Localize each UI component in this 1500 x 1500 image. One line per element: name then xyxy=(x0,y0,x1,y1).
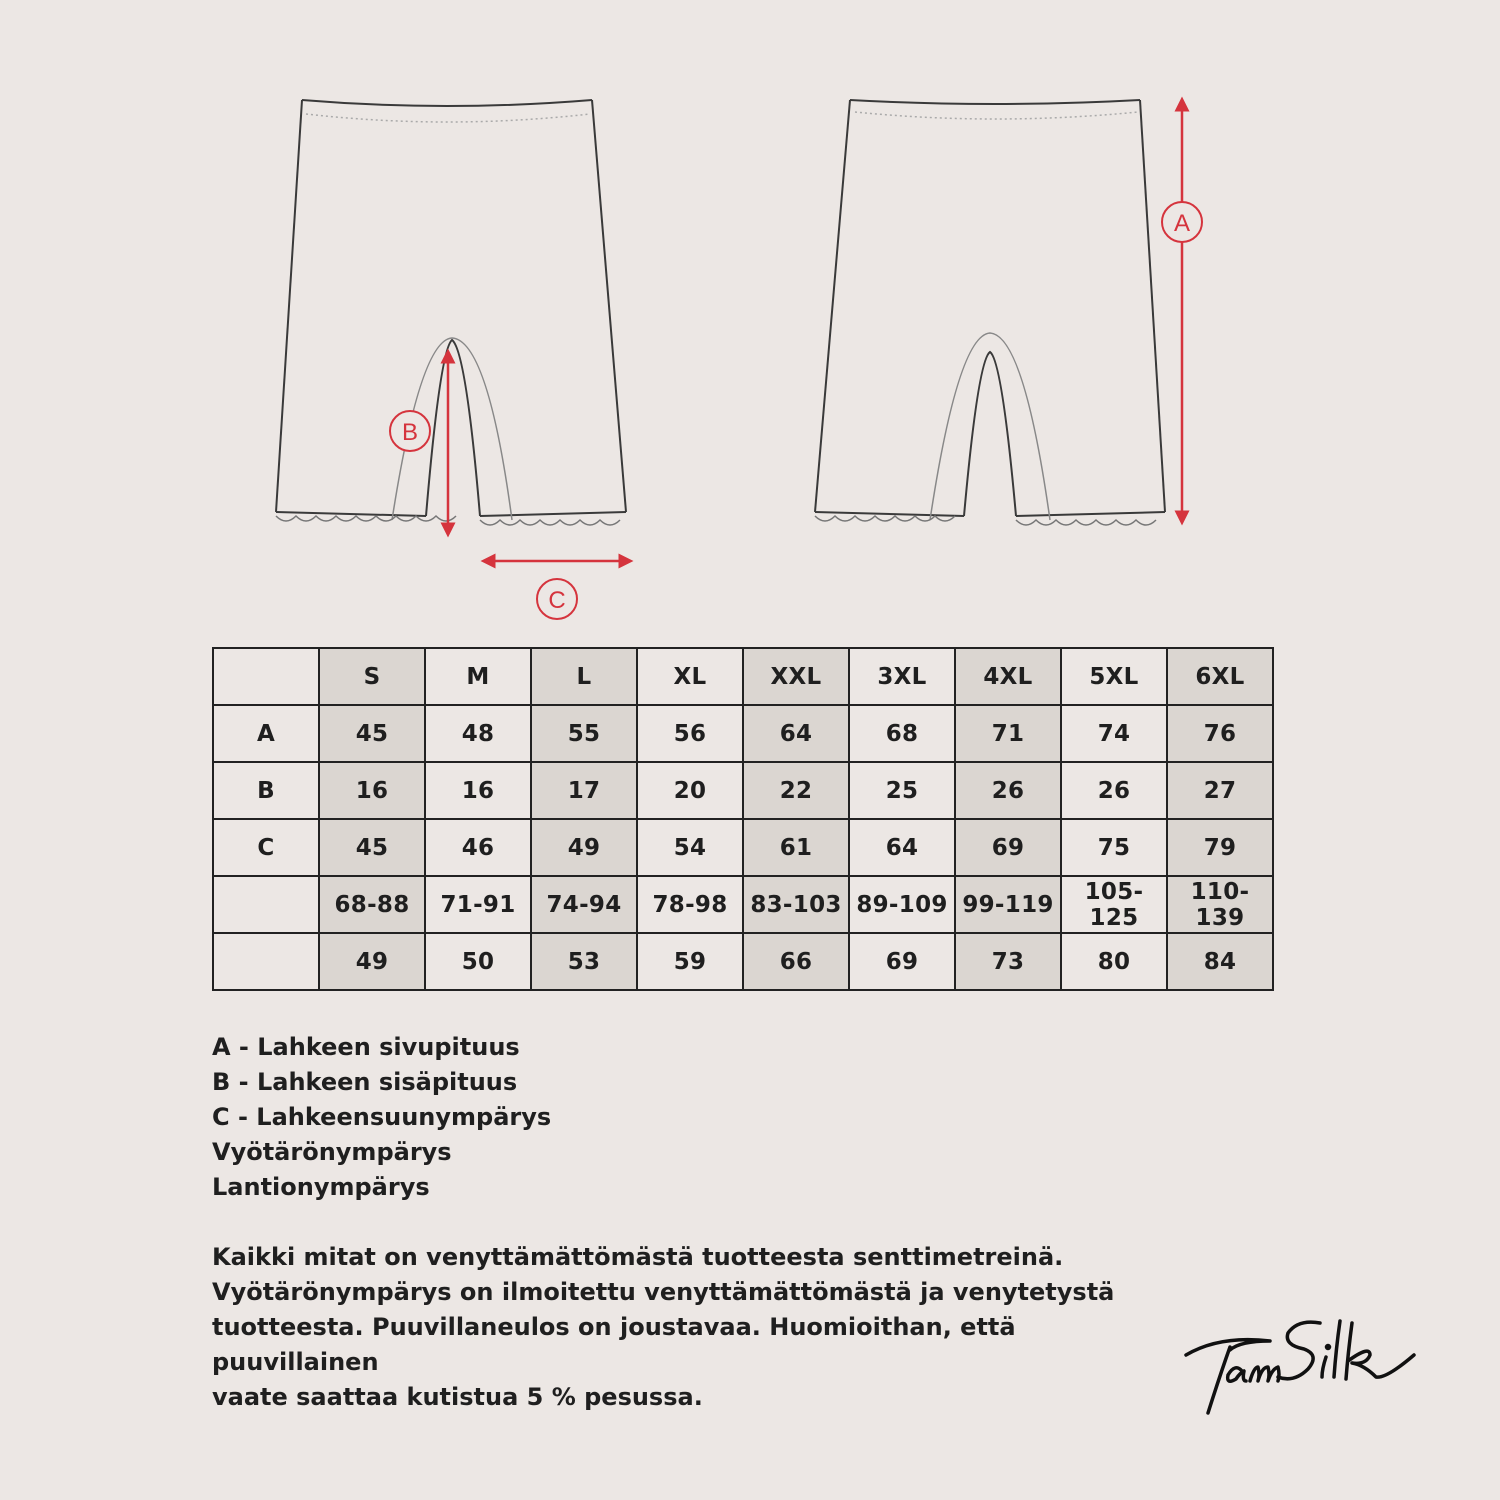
note-line: Vyötärönympärys on ilmoitettu venyttämättömästä ja venytetystä xyxy=(212,1278,1115,1306)
note-line: tuotteesta. Puuvillaneulos on joustavaa. Huomioithan, että puuvillainen xyxy=(212,1313,1016,1376)
measure-label-cell: C xyxy=(213,819,319,876)
size-value-cell: 74-94 xyxy=(531,876,637,933)
size-value-cell: 83-103 xyxy=(743,876,849,933)
size-value-cell: 59 xyxy=(637,933,743,990)
size-value-cell: 45 xyxy=(319,705,425,762)
legend-item-waist: Vyötärönympärys xyxy=(212,1138,452,1166)
size-value-cell: 84 xyxy=(1167,933,1273,990)
care-notes xyxy=(212,1240,1132,1415)
measure-a-label: A xyxy=(1173,210,1191,237)
size-header-cell: XXL xyxy=(743,648,849,705)
measurement-legend xyxy=(212,1030,551,1205)
measure-label-cell: A xyxy=(213,705,319,762)
size-value-cell: 71-91 xyxy=(425,876,531,933)
size-value-cell: 17 xyxy=(531,762,637,819)
size-value-cell: 64 xyxy=(743,705,849,762)
size-header-cell: S xyxy=(319,648,425,705)
size-row xyxy=(213,819,1273,876)
size-value-cell: 73 xyxy=(955,933,1061,990)
size-value-cell: 25 xyxy=(849,762,955,819)
measure-c-arrow xyxy=(488,561,626,619)
size-value-cell: 20 xyxy=(637,762,743,819)
size-value-cell: 99-119 xyxy=(955,876,1061,933)
size-header-cell: L xyxy=(531,648,637,705)
size-header-cell: M xyxy=(425,648,531,705)
size-header-cell: XL xyxy=(637,648,743,705)
legend-item-a: A - Lahkeen sivupituus xyxy=(212,1033,520,1061)
measure-label-cell: B xyxy=(213,762,319,819)
size-value-cell: 68-88 xyxy=(319,876,425,933)
size-value-cell: 69 xyxy=(849,933,955,990)
size-value-cell: 64 xyxy=(849,819,955,876)
measure-c-label: C xyxy=(548,587,566,614)
size-value-cell: 49 xyxy=(531,819,637,876)
size-value-cell: 22 xyxy=(743,762,849,819)
size-value-cell: 61 xyxy=(743,819,849,876)
size-value-cell: 68 xyxy=(849,705,955,762)
size-value-cell: 79 xyxy=(1167,819,1273,876)
size-header-cell: 3XL xyxy=(849,648,955,705)
size-value-cell: 69 xyxy=(955,819,1061,876)
size-value-cell: 45 xyxy=(319,819,425,876)
size-value-cell: 27 xyxy=(1167,762,1273,819)
size-value-cell: 53 xyxy=(531,933,637,990)
size-header-cell: 4XL xyxy=(955,648,1061,705)
size-value-cell: 74 xyxy=(1061,705,1167,762)
legend-item-hip: Lantionympärys xyxy=(212,1173,430,1201)
size-value-cell: 55 xyxy=(531,705,637,762)
legend-item-c: C - Lahkeensuunympärys xyxy=(212,1103,552,1131)
size-value-cell: 89-109 xyxy=(849,876,955,933)
measure-b-label: B xyxy=(401,419,419,446)
size-value-cell: 78-98 xyxy=(637,876,743,933)
size-value-cell: 16 xyxy=(425,762,531,819)
size-row xyxy=(213,762,1273,819)
size-value-cell: 56 xyxy=(637,705,743,762)
size-value-cell: 49 xyxy=(319,933,425,990)
front-view-shorts xyxy=(276,100,626,525)
size-value-cell: 50 xyxy=(425,933,531,990)
size-row xyxy=(213,705,1273,762)
size-value-cell: 16 xyxy=(319,762,425,819)
size-value-cell: 71 xyxy=(955,705,1061,762)
size-value-cell: 76 xyxy=(1167,705,1273,762)
size-header-row xyxy=(213,648,1273,705)
size-value-cell: 54 xyxy=(637,819,743,876)
measure-label-cell xyxy=(213,933,319,990)
note-line: Kaikki mitat on venyttämättömästä tuotteesta senttimetreinä. xyxy=(212,1243,1064,1271)
garment-diagram xyxy=(0,0,1500,640)
size-value-cell: 48 xyxy=(425,705,531,762)
size-value-cell: 80 xyxy=(1061,933,1167,990)
note-line: vaate saattaa kutistua 5 % pesussa. xyxy=(212,1383,703,1411)
measure-a-arrow xyxy=(1162,104,1202,518)
size-row xyxy=(213,876,1273,933)
size-value-cell: 46 xyxy=(425,819,531,876)
size-row xyxy=(213,933,1273,990)
brand-logo xyxy=(1180,1305,1420,1425)
size-value-cell: 66 xyxy=(743,933,849,990)
size-value-cell: 75 xyxy=(1061,819,1167,876)
measure-label-cell xyxy=(213,876,319,933)
size-table xyxy=(212,647,1274,991)
measure-b-arrow xyxy=(390,356,448,530)
size-header-cell: 5XL xyxy=(1061,648,1167,705)
size-value-cell: 26 xyxy=(955,762,1061,819)
size-value-cell: 26 xyxy=(1061,762,1167,819)
size-value-cell: 110-139 xyxy=(1167,876,1273,933)
size-header-cell xyxy=(213,648,319,705)
back-view-shorts xyxy=(815,100,1165,525)
size-value-cell: 105-125 xyxy=(1061,876,1167,933)
legend-item-b: B - Lahkeen sisäpituus xyxy=(212,1068,518,1096)
size-header-cell: 6XL xyxy=(1167,648,1273,705)
